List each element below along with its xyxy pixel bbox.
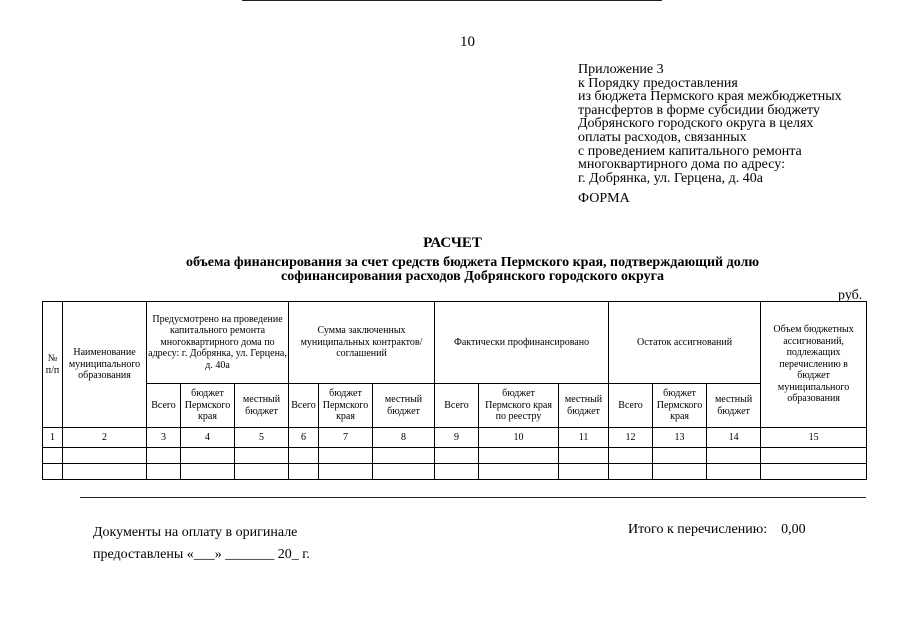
empty-cell [147, 464, 181, 480]
empty-cell [63, 464, 147, 480]
appendix-line: из бюджета Пермского края межбюджетных [578, 89, 842, 105]
empty-cell [373, 448, 435, 464]
subheader-local: местный бюджет [373, 384, 435, 428]
empty-cell [63, 448, 147, 464]
column-number: 7 [319, 428, 373, 448]
appendix-line: г. Добрянка, ул. Герцена, д. 40а [578, 170, 763, 186]
column-number: 12 [609, 428, 653, 448]
column-number: 6 [289, 428, 319, 448]
empty-cell [289, 448, 319, 464]
empty-cell [319, 448, 373, 464]
total-transfer [628, 522, 806, 538]
appendix-line: Добрянского городского округа в целях [578, 116, 814, 132]
appendix-line: Приложение 3 [578, 62, 664, 77]
table-row [43, 448, 867, 464]
column-number: 9 [435, 428, 479, 448]
subtitle-line-1: объема финансирования за счет средств бюджета Пермского края, подтверждающий долю [185, 255, 760, 270]
empty-cell [559, 448, 609, 464]
empty-cell [373, 464, 435, 480]
appendix-block [578, 63, 842, 185]
header-financed: Фактически профинансировано [435, 302, 609, 384]
subheader-regional-registry: бюджет Пермского края по реестру [479, 384, 559, 428]
subheader-regional: бюджет Пермского края [181, 384, 235, 428]
empty-cell [707, 464, 761, 480]
empty-cell [653, 448, 707, 464]
subheader-regional: бюджет Пермского края [653, 384, 707, 428]
subheader-local: местный бюджет [235, 384, 289, 428]
empty-cell [761, 448, 867, 464]
column-number: 10 [479, 428, 559, 448]
empty-cell [653, 464, 707, 480]
total-value: 0,00 [781, 522, 806, 537]
column-number: 1 [43, 428, 63, 448]
empty-cell [761, 464, 867, 480]
column-number: 3 [147, 428, 181, 448]
appendix-line: оплаты расходов, связанных [578, 129, 747, 145]
empty-cell [559, 464, 609, 480]
empty-cell [435, 464, 479, 480]
subheader-total: Всего [147, 384, 181, 428]
appendix-line: трансфертов в форме субсидии бюджету [578, 102, 820, 118]
column-number: 5 [235, 428, 289, 448]
subtitle-line-2: софинансирования расходов Добрянского городского округа [280, 269, 665, 284]
document-subtitle [0, 256, 905, 284]
empty-cell [707, 448, 761, 464]
header-remainder: Остаток ассигнований [609, 302, 761, 384]
page-number: 10 [460, 34, 475, 50]
empty-cell [435, 448, 479, 464]
column-number: 14 [707, 428, 761, 448]
currency-label: руб. [838, 288, 863, 303]
empty-cell [479, 448, 559, 464]
empty-cell [147, 448, 181, 464]
subheader-total: Всего [609, 384, 653, 428]
empty-cell [181, 448, 235, 464]
column-number: 15 [761, 428, 867, 448]
empty-cell [43, 448, 63, 464]
empty-cell [235, 464, 289, 480]
top-rule [242, 0, 662, 1]
empty-cell [609, 464, 653, 480]
subheader-total: Всего [435, 384, 479, 428]
empty-cell [319, 464, 373, 480]
header-contracts: Сумма заключенных муниципальных контрактов/соглашений [289, 302, 435, 384]
header-num: № п/п [43, 302, 63, 428]
subheader-local: местный бюджет [559, 384, 609, 428]
subheader-total: Всего [289, 384, 319, 428]
empty-cell [235, 448, 289, 464]
column-number: 13 [653, 428, 707, 448]
appendix-line: к Порядку предоставления [578, 75, 738, 91]
column-number: 4 [181, 428, 235, 448]
column-number: 11 [559, 428, 609, 448]
subheader-local: местный бюджет [707, 384, 761, 428]
calculation-table [42, 301, 867, 480]
appendix-line: многоквартирного дома по адресу: [578, 157, 785, 173]
subheader-row [43, 384, 867, 428]
documents-note [93, 522, 310, 566]
documents-line-2: предоставлены «___» _______ 20_ г. [93, 547, 310, 562]
empty-cell [609, 448, 653, 464]
column-number: 8 [373, 428, 435, 448]
header-row [43, 302, 867, 384]
form-label: ФОРМА [578, 191, 630, 206]
total-label: Итого к перечислению: [628, 522, 768, 537]
header-transfer: Объем бюджетных ассигнований, подлежащих перечислению в бюджет муниципального образования [761, 302, 867, 428]
subheader-regional: бюджет Пермского края [319, 384, 373, 428]
empty-cell [479, 464, 559, 480]
appendix-line: с проведением капитального ремонта [578, 143, 802, 159]
empty-cell [181, 464, 235, 480]
header-planned: Предусмотрено на проведение капитального ремонта многоквартирного дома по адресу: г. Добрянка, ул. Герцена, д. 40а [147, 302, 289, 384]
table-row [43, 464, 867, 480]
empty-cell [43, 464, 63, 480]
empty-cell [289, 464, 319, 480]
document-title: РАСЧЕТ [423, 235, 482, 251]
column-number: 2 [63, 428, 147, 448]
documents-line-1: Документы на оплату в оригинале [93, 525, 298, 540]
footer-rule [80, 497, 866, 498]
header-name: Наименование муниципального образования [63, 302, 147, 428]
column-number-row [43, 428, 867, 448]
